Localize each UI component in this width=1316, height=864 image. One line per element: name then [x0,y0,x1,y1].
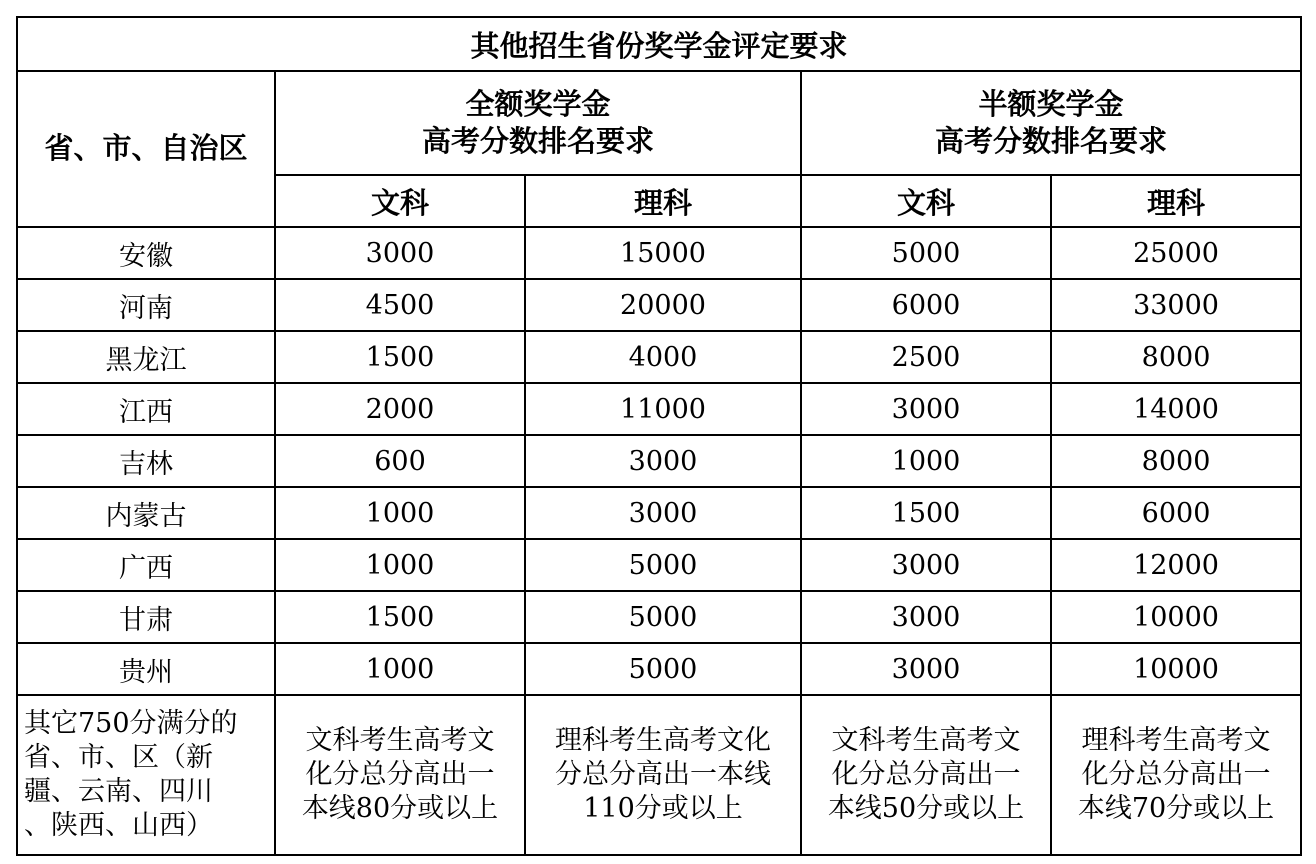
region-cell: 广西 [17,539,275,591]
other-full-arts-cell [275,695,525,855]
region-cell: 内蒙古 [17,487,275,539]
cell-line: 化分总分高出一 [305,758,495,790]
half-arts-cell: 3000 [801,591,1051,643]
cell-line: 理科考生高考文 [1081,724,1271,756]
full-arts-cell: 1500 [275,591,525,643]
cell-line: 本线50分或以上 [827,793,1025,824]
full-science-cell: 11000 [525,383,801,435]
half-science-cell: 14000 [1051,383,1301,435]
full-scholarship-subtitle: 高考分数排名要求 [421,124,654,158]
half-science-cell: 12000 [1051,539,1301,591]
cell-line: 本线70分或以上 [1077,793,1275,824]
region-cell: 甘肃 [17,591,275,643]
other-regions-line: 、陕西、山西） [24,810,213,842]
table-row [17,435,1301,487]
cell-line: 化分总分高出一 [1081,758,1271,790]
region-cell: 黑龙江 [17,331,275,383]
table-row [17,487,1301,539]
half-science-cell: 8000 [1051,331,1301,383]
full-scholarship-title: 全额奖学金 [465,86,611,121]
other-regions-line: 其它750分满分的 [24,707,238,739]
full-arts-cell: 4500 [275,279,525,331]
full-arts-cell: 600 [275,435,525,487]
other-regions-cell [17,695,275,855]
region-header: 省、市、自治区 [17,71,275,227]
table-row [17,539,1301,591]
scholarship-requirements-table [16,16,1302,856]
half-arts-cell: 6000 [801,279,1051,331]
region-cell: 贵州 [17,643,275,695]
full-arts-cell: 3000 [275,227,525,279]
full-science-cell: 3000 [525,487,801,539]
full-arts-cell: 1500 [275,331,525,383]
other-half-science-cell [1051,695,1301,855]
data-rows [17,227,1301,695]
full-arts-cell: 1000 [275,539,525,591]
half-science-cell: 33000 [1051,279,1301,331]
half-scholarship-header [801,71,1301,175]
cell-line: 本线80分或以上 [301,793,499,824]
cell-line: 理科考生高考文化 [555,724,771,756]
table-row [17,591,1301,643]
cell-line: 文科考生高考文 [831,724,1021,756]
half-science-cell: 10000 [1051,591,1301,643]
other-half-arts-cell [801,695,1051,855]
full-science-cell: 4000 [525,331,801,383]
table-row [17,227,1301,279]
half-arts-cell: 1500 [801,487,1051,539]
table-row [17,643,1301,695]
half-arts-cell: 1000 [801,435,1051,487]
half-science-cell: 10000 [1051,643,1301,695]
full-science-cell: 5000 [525,539,801,591]
half-science-cell: 25000 [1051,227,1301,279]
table-row [17,331,1301,383]
full-scholarship-header [275,71,801,175]
half-arts-cell: 3000 [801,539,1051,591]
full-arts-cell: 1000 [275,643,525,695]
full-science-cell: 15000 [525,227,801,279]
full-science-cell: 3000 [525,435,801,487]
full-science-cell: 20000 [525,279,801,331]
full-arts-cell: 2000 [275,383,525,435]
half-arts-cell: 3000 [801,643,1051,695]
full-science-header: 理科 [525,175,801,227]
full-arts-cell: 1000 [275,487,525,539]
half-science-cell: 8000 [1051,435,1301,487]
half-science-cell: 6000 [1051,487,1301,539]
half-science-header: 理科 [1051,175,1301,227]
full-arts-header: 文科 [275,175,525,227]
other-regions-line: 省、市、区（新 [24,741,213,773]
half-scholarship-subtitle: 高考分数排名要求 [935,124,1168,158]
cell-line: 化分总分高出一 [831,758,1021,790]
half-arts-cell: 5000 [801,227,1051,279]
table-row [17,279,1301,331]
region-cell: 吉林 [17,435,275,487]
other-full-science-cell [525,695,801,855]
region-cell: 安徽 [17,227,275,279]
table-title: 其他招生省份奖学金评定要求 [17,17,1301,71]
half-arts-header: 文科 [801,175,1051,227]
half-arts-cell: 3000 [801,383,1051,435]
region-cell: 江西 [17,383,275,435]
full-science-cell: 5000 [525,643,801,695]
half-arts-cell: 2500 [801,331,1051,383]
full-science-cell: 5000 [525,591,801,643]
cell-line: 文科考生高考文 [305,724,495,756]
other-regions-line: 疆、云南、四川 [24,776,213,807]
region-cell: 河南 [17,279,275,331]
cell-line: 110分或以上 [583,793,743,824]
cell-line: 分总分高出一本线 [555,758,771,790]
half-scholarship-title: 半额奖学金 [978,86,1124,121]
table-row [17,383,1301,435]
